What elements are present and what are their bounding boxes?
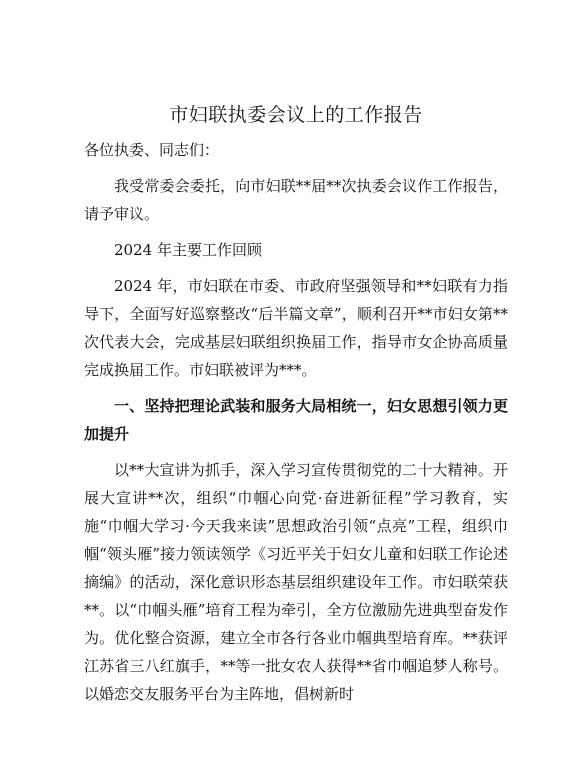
salutation: 各位执委、同志们： bbox=[84, 141, 220, 159]
section-title-review: 2024 年主要工作回顾 bbox=[114, 241, 262, 259]
document-title: 市妇联执委会议上的工作报告 bbox=[169, 104, 423, 126]
paragraph-entrustment: 我受常委会委托，向市妇联**届**次执委会议作工作报告，请予审议。 bbox=[84, 177, 508, 223]
paragraph-overview: 2024 年，市妇联在市委、市政府坚强领导和**妇联有力指导下，全面写好巡察整改“后半篇文章”，顺利召开**市妇女第**次代表大会，完成基层妇联组织换届工作，指导市女企协高质量完成换届工作。市妇联被评为***。 bbox=[84, 277, 508, 379]
paragraph-section-1-body: 以**大宣讲为抓手，深入学习宣传贯彻党的二十大精神。开展大宣讲**次，组织“巾帼心向党·奋进新征程”学习教育，实施“巾帼大学习·今天我来读”思想政治引领“点亮”工程，组织巾帼“领头雁”接力领读领学《习近平关于妇女儿童和妇联工作论述摘编》的活动，深化意识形态基层组织建设年工作。市妇联荣获**。以“巾帼头雁”培育工程为牵引，全方位激励先进典型奋发作为。优化整合资源，建立全市各行各业巾帼典型培育库。**获评江苏省三八红旗手，**等一批女农人获得**省巾帼追梦人称号。以婚恋交友服务平台为主阵地，倡树新时 bbox=[84, 461, 508, 703]
section-heading-1: 一、坚持把理论武装和服务大局相统一，妇女思想引领力更加提升 bbox=[84, 397, 508, 443]
